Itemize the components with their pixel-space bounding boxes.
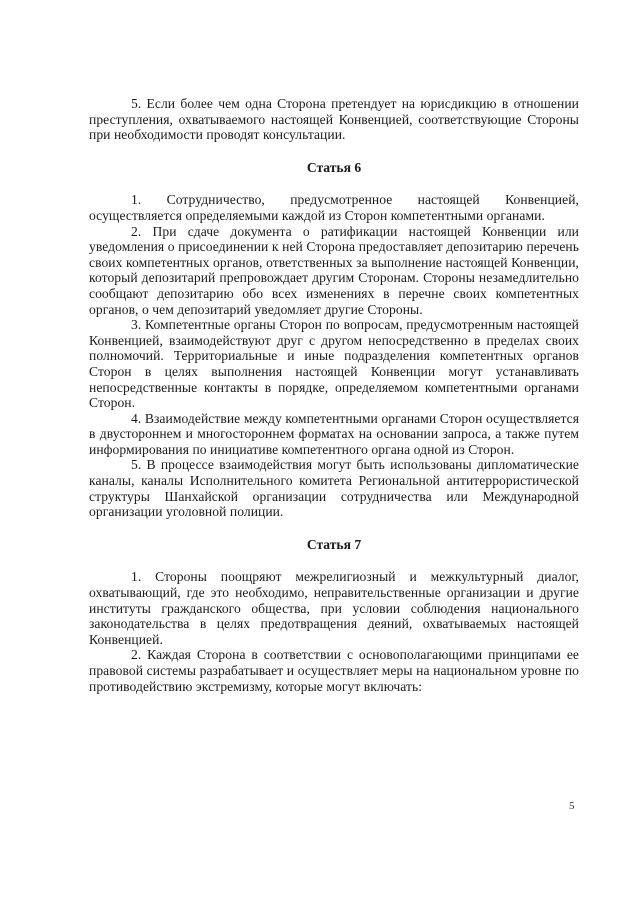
article6-paragraph-2: 2. При сдаче документа о ратификации настоящей Конвенции или уведомления о присоединении к ней Сторона предоставляет депозитарию перечень своих компетентных органов, ответственных за выполнение настоящей Конвенции, который депозитарий препровождает другим Сторонам. Стороны незамедлительно сообщают депозитарию обо всех изменениях в перечне своих компетентных органов, о чем депозитарий уведомляет другие Стороны. [89, 223, 579, 317]
paragraph-article5-item5: 5. Если более чем одна Сторона претендует на юрисдикцию в отношении преступления, охватываемого настоящей Конвенцией, соответствующие Стороны при необходимости проводят консультации. [89, 96, 579, 143]
article7-body [89, 569, 579, 694]
article6-paragraph-3: 3. Компетентные органы Сторон по вопросам, предусмотренным настоящей Конвенцией, взаимодействуют друг с другом непосредственно в пределах своих полномочий. Территориальные и иные подразделения компетентных органов Сторон в целях выполнения настоящей Конвенции могут устанавливать непосредственные контакты в порядке, определяемом компетентными органами Сторон. [89, 317, 579, 411]
article7-heading: Статья 7 [306, 536, 362, 552]
article7-paragraph-2: 2. Каждая Сторона в соответствии с основополагающими принципами ее правовой системы разрабатывает и осуществляет меры на национальном уровне по противодействию экстремизму, которые могут включать: [89, 647, 579, 694]
article6-paragraph-1: 1. Сотрудничество, предусмотренное настоящей Конвенцией, осуществляется определяемыми каждой из Сторон компетентными органами. [89, 192, 579, 223]
article6-body [89, 192, 579, 519]
article6-heading: Статья 6 [306, 159, 362, 175]
document-page [89, 96, 579, 694]
article7-paragraph-1: 1. Стороны поощряют межрелигиозный и межкультурный диалог, охватывающий, где это необходимо, неправительственные организации и другие институты гражданского общества, при условии соблюдения национального законодательства в целях предотвращения деяний, охватываемых настоящей Конвенцией. [89, 569, 579, 647]
article6-paragraph-5: 5. В процессе взаимодействия могут быть использованы дипломатические каналы, каналы Исполнительного комитета Региональной антитеррористической структуры Шанхайской организации сотрудничества или Международной организации уголовной полиции. [89, 457, 579, 520]
page-number: 5 [569, 800, 575, 812]
article6-paragraph-4: 4. Взаимодействие между компетентными органами Сторон осуществляется в двустороннем и многостороннем форматах на основании запроса, а также путем информирования по инициативе компетентного органа одной из Сторон. [89, 410, 579, 457]
